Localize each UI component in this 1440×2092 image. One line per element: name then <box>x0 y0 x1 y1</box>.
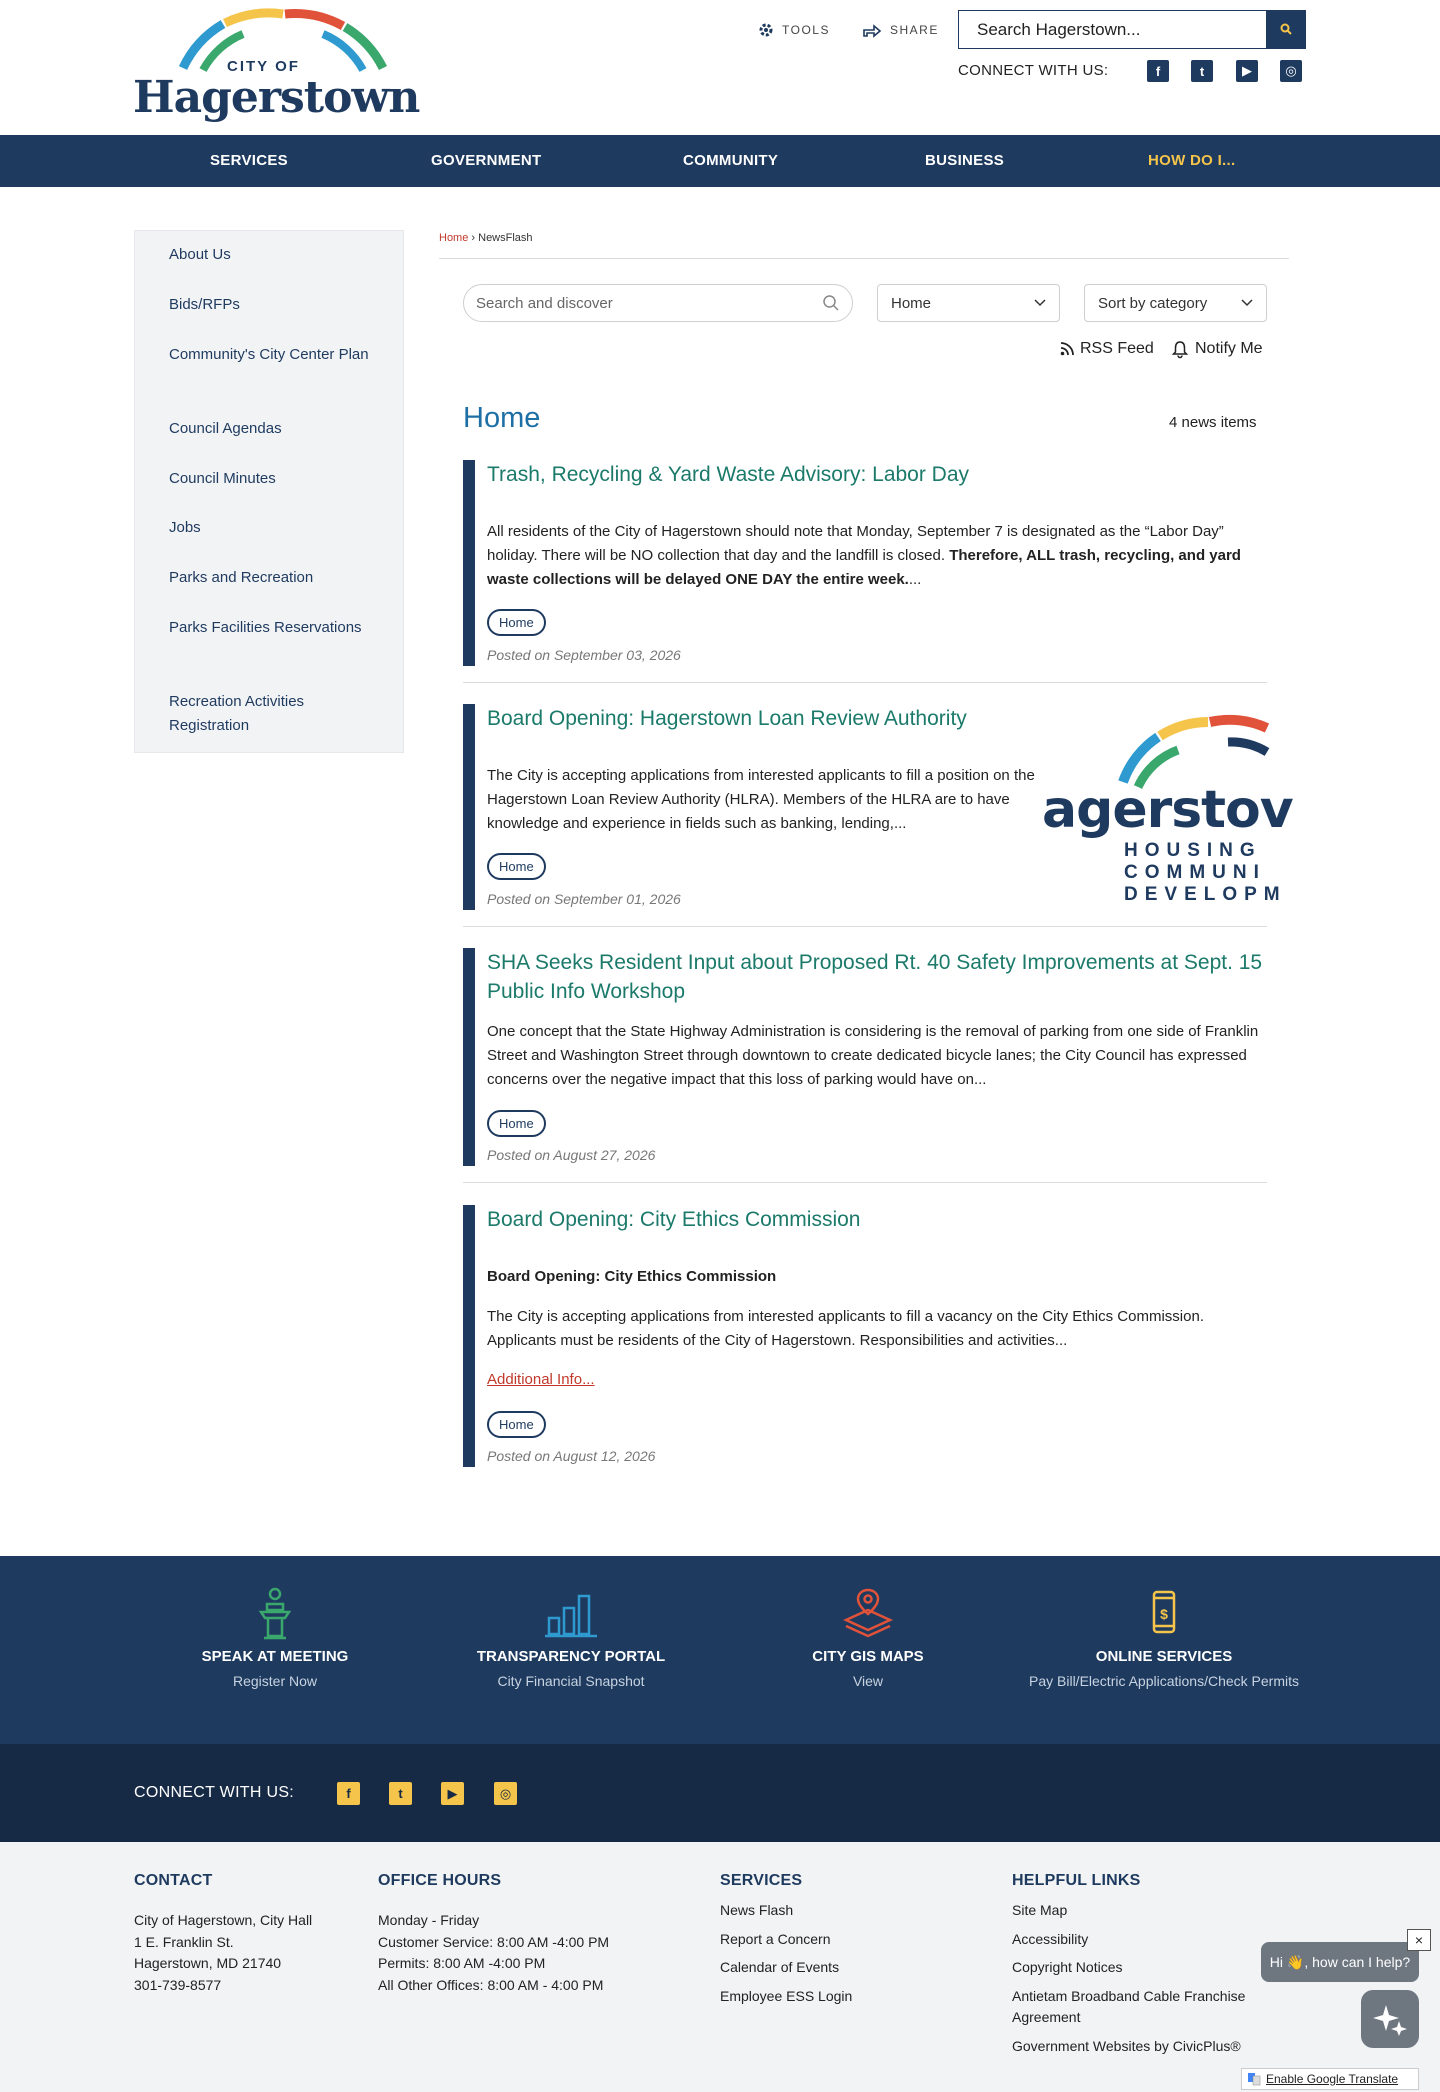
article-accent-bar <box>463 948 475 1166</box>
category-select[interactable] <box>877 284 1060 322</box>
article-title-link[interactable]: Trash, Recycling & Yard Waste Advisory: Labor Day <box>487 463 970 486</box>
footer-contact-line: Hagerstown, MD 21740 <box>134 1955 282 1971</box>
youtube-icon[interactable]: ▶ <box>441 1782 464 1805</box>
footer-link-site-map[interactable]: Site Map <box>1012 1902 1068 1918</box>
instagram-icon[interactable]: ◎ <box>1280 60 1302 82</box>
article-title-link[interactable]: SHA Seeks Resident Input about Proposed Rt. 40 Safety Improvements at Sept. 15 Public Info Workshop <box>487 951 1263 1003</box>
chat-close-button[interactable]: × <box>1407 1929 1431 1951</box>
connect-band <box>0 1744 1440 1842</box>
chat-greeting-bubble[interactable]: Hi 👋, how can I help? <box>1261 1942 1419 1982</box>
sidebar-item-jobs[interactable]: Jobs <box>169 519 201 536</box>
article-summary-text: All residents of the City of Hagerstown should note that Monday, September 7 is designated as the “Labor Day” holiday. There will be NO collection that day and the landfill is closed. <box>487 523 1224 564</box>
sort-select[interactable] <box>1084 284 1267 322</box>
connect-label: CONNECT WITH US: <box>958 62 1109 79</box>
map-layers-icon <box>840 1586 896 1642</box>
article-summary <box>487 520 1265 592</box>
news-count: 4 news items <box>1169 414 1257 431</box>
site-search <box>958 10 1306 49</box>
sidebar-item-city-center-plan[interactable]: Community's City Center Plan <box>169 346 369 363</box>
footer-link-civicplus[interactable]: Government Websites by CivicPlus® <box>1012 2037 1241 2054</box>
city-logo[interactable] <box>133 12 420 123</box>
share-label: SHARE <box>890 23 939 37</box>
tools-button[interactable] <box>758 22 830 38</box>
chat-launcher-button[interactable] <box>1361 1990 1419 2048</box>
connect-band-label: CONNECT WITH US: <box>134 1784 295 1801</box>
article-accent-bar <box>463 1205 475 1467</box>
footer-contact-line: 1 E. Franklin St. <box>134 1933 234 1950</box>
sidebar-item-council-minutes[interactable]: Council Minutes <box>169 470 276 487</box>
article-accent-bar <box>463 460 475 666</box>
footer-link-calendar[interactable]: Calendar of Events <box>720 1959 840 1975</box>
quick-link-label: TRANSPARENCY PORTAL <box>476 1648 666 1665</box>
site-footer <box>0 1842 1440 2092</box>
tools-label: TOOLS <box>782 23 830 37</box>
footer-contact-line: City of Hagerstown, City Hall <box>134 1912 313 1928</box>
article-accent-bar <box>463 704 475 910</box>
footer-helpful-links <box>1012 1872 1282 2064</box>
breadcrumb-divider <box>439 258 1289 259</box>
article-divider <box>463 926 1267 927</box>
facebook-icon[interactable]: f <box>337 1782 360 1805</box>
gear-icon <box>758 22 774 38</box>
news-search-input[interactable] <box>476 295 822 312</box>
logo-city-of: CITY OF <box>227 58 300 75</box>
article-category-tag[interactable]: Home <box>487 1411 546 1438</box>
housing-logo-line2: COMMUNI <box>1124 862 1266 883</box>
article-posted-date: Posted on August 12, 2026 <box>487 1448 656 1464</box>
news-search <box>463 284 853 322</box>
article-summary-ellipsis: ... <box>908 571 922 588</box>
article-thumbnail-image[interactable] <box>1042 712 1293 905</box>
footer-contact-heading: CONTACT <box>134 1872 213 1889</box>
google-translate-icon <box>1248 2073 1260 2085</box>
breadcrumb <box>439 232 533 244</box>
bar-chart-icon <box>543 1586 599 1642</box>
footer-helpful-heading: HELPFUL LINKS <box>1012 1872 1141 1889</box>
quick-link-label: CITY GIS MAPS <box>812 1648 924 1665</box>
nav-business[interactable]: BUSINESS <box>925 152 1005 169</box>
section-heading: Home <box>463 402 541 434</box>
footer-office-hours <box>378 1872 609 1996</box>
sidebar-item-parks-recreation[interactable]: Parks and Recreation <box>169 569 314 586</box>
article-category-tag[interactable]: Home <box>487 609 546 636</box>
twitter-icon[interactable]: t <box>389 1782 412 1805</box>
rss-feed-label: RSS Feed <box>1080 340 1154 357</box>
main-nav <box>0 135 1440 187</box>
category-select-value: Home <box>891 294 932 312</box>
breadcrumb-home-link[interactable]: Home <box>439 232 469 244</box>
news-article <box>463 1205 1267 1467</box>
footer-hours-line: All Other Offices: 8:00 AM - 4:00 PM <box>378 1976 604 1993</box>
sidebar-item-recreation-registration[interactable]: Recreation Activities Registration <box>169 693 305 734</box>
chevron-down-icon <box>1034 299 1046 307</box>
footer-hours-line: Monday - Friday <box>378 1912 480 1928</box>
quick-link-label: ONLINE SERVICES <box>1095 1648 1233 1665</box>
footer-link-copyright[interactable]: Copyright Notices <box>1012 1959 1123 1975</box>
article-title-link[interactable]: Board Opening: Hagerstown Loan Review Authority <box>487 707 967 730</box>
sidebar-item-council-agendas[interactable]: Council Agendas <box>169 420 282 437</box>
sidebar-item-bids-rfps[interactable]: Bids/RFPs <box>169 296 240 313</box>
nav-government[interactable]: GOVERNMENT <box>431 152 542 169</box>
search-icon <box>1280 23 1292 35</box>
footer-hours-heading: OFFICE HOURS <box>378 1872 502 1889</box>
housing-logo-line1: HOUSING <box>1124 840 1262 861</box>
article-posted-date: Posted on September 03, 2026 <box>487 647 681 663</box>
nav-services[interactable]: SERVICES <box>210 152 288 169</box>
search-icon[interactable] <box>822 294 840 312</box>
article-summary: The City is accepting applications from interested applicants to fill a vacancy on the City Ethics Commission. Applicants must be residents of the City of Hagerstown. Responsibilities and activities... <box>487 1308 1204 1349</box>
quick-link-sub: Register Now <box>232 1673 318 1689</box>
article-subheading: Board Opening: City Ethics Commission <box>487 1268 777 1285</box>
chevron-down-icon <box>1241 299 1253 307</box>
site-header <box>0 0 1440 134</box>
quick-link-sub: View <box>852 1673 884 1689</box>
article-posted-date: Posted on September 01, 2026 <box>487 891 681 907</box>
rss-feed-link[interactable] <box>1060 340 1154 358</box>
podium-icon <box>247 1586 303 1642</box>
quick-links-band <box>0 1556 1440 1744</box>
article-summary-bold: Therefore, ALL trash, recycling, and yard waste collections will be delayed ONE DAY the entire week. <box>487 547 1241 588</box>
footer-services-heading: SERVICES <box>720 1872 803 1889</box>
news-article <box>463 948 1267 1182</box>
svg-text:$: $ <box>1160 1606 1168 1622</box>
sidebar-item-parks-facilities[interactable]: Parks Facilities Reservations <box>169 619 362 636</box>
mobile-payment-icon <box>1136 1586 1192 1642</box>
site-search-button[interactable] <box>1266 11 1305 48</box>
site-search-input[interactable] <box>959 11 1266 48</box>
instagram-icon[interactable]: ◎ <box>494 1782 517 1805</box>
article-category-tag[interactable]: Home <box>487 1110 546 1137</box>
notify-me-link[interactable] <box>1171 340 1263 358</box>
footer-link-report-concern[interactable]: Report a Concern <box>720 1930 831 1947</box>
nav-how-do-i[interactable]: HOW DO I... <box>1148 152 1236 169</box>
article-posted-date: Posted on August 27, 2026 <box>487 1147 656 1163</box>
facebook-icon[interactable]: f <box>1147 60 1169 82</box>
news-article <box>463 460 1267 684</box>
footer-hours-line: Permits: 8:00 AM -4:00 PM <box>378 1955 546 1971</box>
breadcrumb-current: NewsFlash <box>478 232 533 244</box>
article-summary: The City is accepting applications from interested applicants to fill a position on the Hagerstown Loan Review Authority (HLRA). Members of the HLRA are to have knowledge and experience in fields such as banking, lending,... <box>487 767 1035 832</box>
twitter-icon[interactable]: t <box>1191 60 1213 82</box>
article-title-link[interactable]: Board Opening: City Ethics Commission <box>487 1208 861 1231</box>
sort-select-value: Sort by category <box>1098 294 1208 312</box>
sidebar-item-about-us[interactable]: About Us <box>169 246 231 263</box>
housing-logo-word: agerstov <box>1042 780 1293 840</box>
footer-hours-line: Customer Service: 8:00 AM -4:00 PM <box>378 1933 610 1950</box>
youtube-icon[interactable]: ▶ <box>1236 60 1258 82</box>
footer-link-cable-franchise[interactable]: Antietam Broadband Cable Franchise Agreement <box>1012 1987 1246 2025</box>
rss-icon <box>1060 342 1074 356</box>
footer-contact <box>134 1872 312 1996</box>
footer-link-employee-ess[interactable]: Employee ESS Login <box>720 1987 853 2004</box>
quick-link-sub: City Financial Snapshot <box>497 1673 645 1689</box>
footer-link-accessibility[interactable]: Accessibility <box>1012 1930 1089 1947</box>
breadcrumb-separator: › <box>468 232 479 244</box>
article-summary: One concept that the State Highway Administration is considering is the removal of parking from one side of Franklin Street and Washington Street through downtown to create dedicated bicycle lanes; the City Council has expressed concerns over the negative impact that this loss of parking would have on... <box>487 1023 1259 1088</box>
footer-link-news-flash[interactable]: News Flash <box>720 1902 794 1918</box>
nav-community[interactable]: COMMUNITY <box>683 152 779 169</box>
quick-link-sub: Pay Bill/Electric Applications/Check Permits <box>1029 1673 1299 1689</box>
additional-info-link[interactable]: Additional Info... <box>487 1371 595 1388</box>
article-divider <box>463 1182 1267 1183</box>
article-category-tag[interactable]: Home <box>487 853 546 880</box>
bell-icon <box>1171 340 1189 358</box>
notify-me-label: Notify Me <box>1195 340 1263 357</box>
google-translate-button[interactable] <box>1241 2068 1419 2090</box>
sparkle-icon <box>1372 2001 1408 2037</box>
footer-services <box>720 1872 852 2014</box>
sidebar <box>134 230 404 753</box>
footer-contact-phone[interactable]: 301-739-8577 <box>134 1976 222 1993</box>
housing-logo-line3: DEVELOPM <box>1124 884 1287 905</box>
logo-name: Hagerstown <box>133 72 420 123</box>
article-divider <box>463 682 1267 683</box>
share-icon <box>862 22 882 38</box>
share-button[interactable] <box>862 22 939 38</box>
google-translate-label: Enable Google Translate <box>1266 2072 1399 2086</box>
quick-link-label: SPEAK AT MEETING <box>201 1648 349 1665</box>
